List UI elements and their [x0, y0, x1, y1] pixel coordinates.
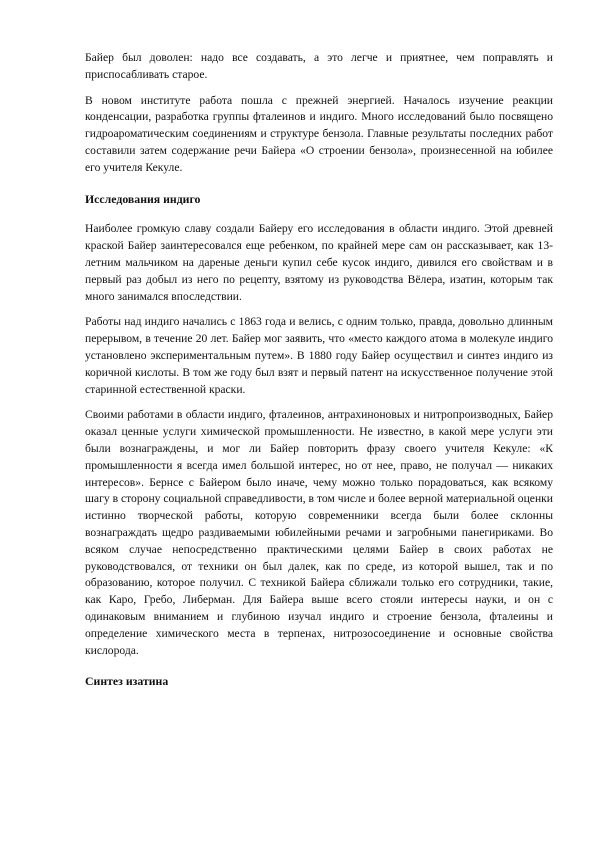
paragraph-indigo-work: Работы над индиго начались с 1863 года и велись, с одним только, правда, довольно длинным перерывом, в течение 20 лет. Байер мог заявить, что «место каждого атома в молекуле индиго установлено экспериментальным путем». В 1880 году Байер осуществил и синтез индиго из коричной кислоты. В том же году был взят и первый патент на искусственное получение этой старинной естественной краски. [85, 315, 553, 396]
heading-isatin-synthesis: Синтез изатина [85, 674, 169, 689]
paragraph-new-institute: В новом институте работа пошла с прежней энергией. Началось изучение реакции конденсации, разработка группы фталеинов и индиго. Много исследований было посвящено гидроароматическим соединениям и структуре бензола. Главные результаты последних работ составили затем содержание речи Байера «О строении бензола», произнесенной на юбилее его учителя Кекуле. [85, 93, 553, 174]
paragraph-industry-services: Своими работами в области индиго, фталеинов, антрахиноновых и нитропроизводных, Байер оказал ценные услуги химической промышленности. Не известно, в какой мере услуги эти были вознаграждены, и мог ли Байер повторить фразу своего учителя Кекуле: «К промышленности я всегда имел большой интерес, но от нее, право, не получал — никаких интересов». Бернсе с Байером было иначе, чему можно только порадоваться, как всякому шагу в сторону социальной справедливости, в том числе и более верной материальной оценки истинно творческой работы, которую современники всегда были более склонны вознаграждать щедро раздиваемыми юбилейными речами и загробными панегириками. Во всяком случае непосредственно практическими целями Байер в своих работах не руководствовался, от техники он был далек, как по среде, из которой вышел, так и по образованию, которое получил. С техникой Байера сближали только его сотрудники, такие, как Каро, Гребо, Либерман. Для Байера выше всего стояли интересы науки, и он с одинаковым вниманием и глубиною изучал индиго и строение бензола, фталеины и определение химического места в терпенах, нитрозосоединение и основные свойства кислорода. [85, 408, 553, 657]
document-body [85, 50, 553, 704]
paragraph-indigo-fame: Наиболее громкую славу создали Байеру его исследования в области индиго. Этой древней краской Байер заинтересовался еще ребенком, по крайней мере сам он рассказывает, как 13-летним мальчиком на дареные деньги купил себе кусок индиго, дивился его свойствам и в первый раз добыл из него по рецепту, взятому из руководства Вёлера, изатин, которым так много занимался впоследствии. [85, 222, 553, 303]
heading-indigo-research: Исследования индиго [85, 191, 201, 206]
paragraph-intro: Байер был доволен: надо все создавать, а это легче и приятнее, чем поправлять и приспосабливать старое. [85, 51, 553, 81]
